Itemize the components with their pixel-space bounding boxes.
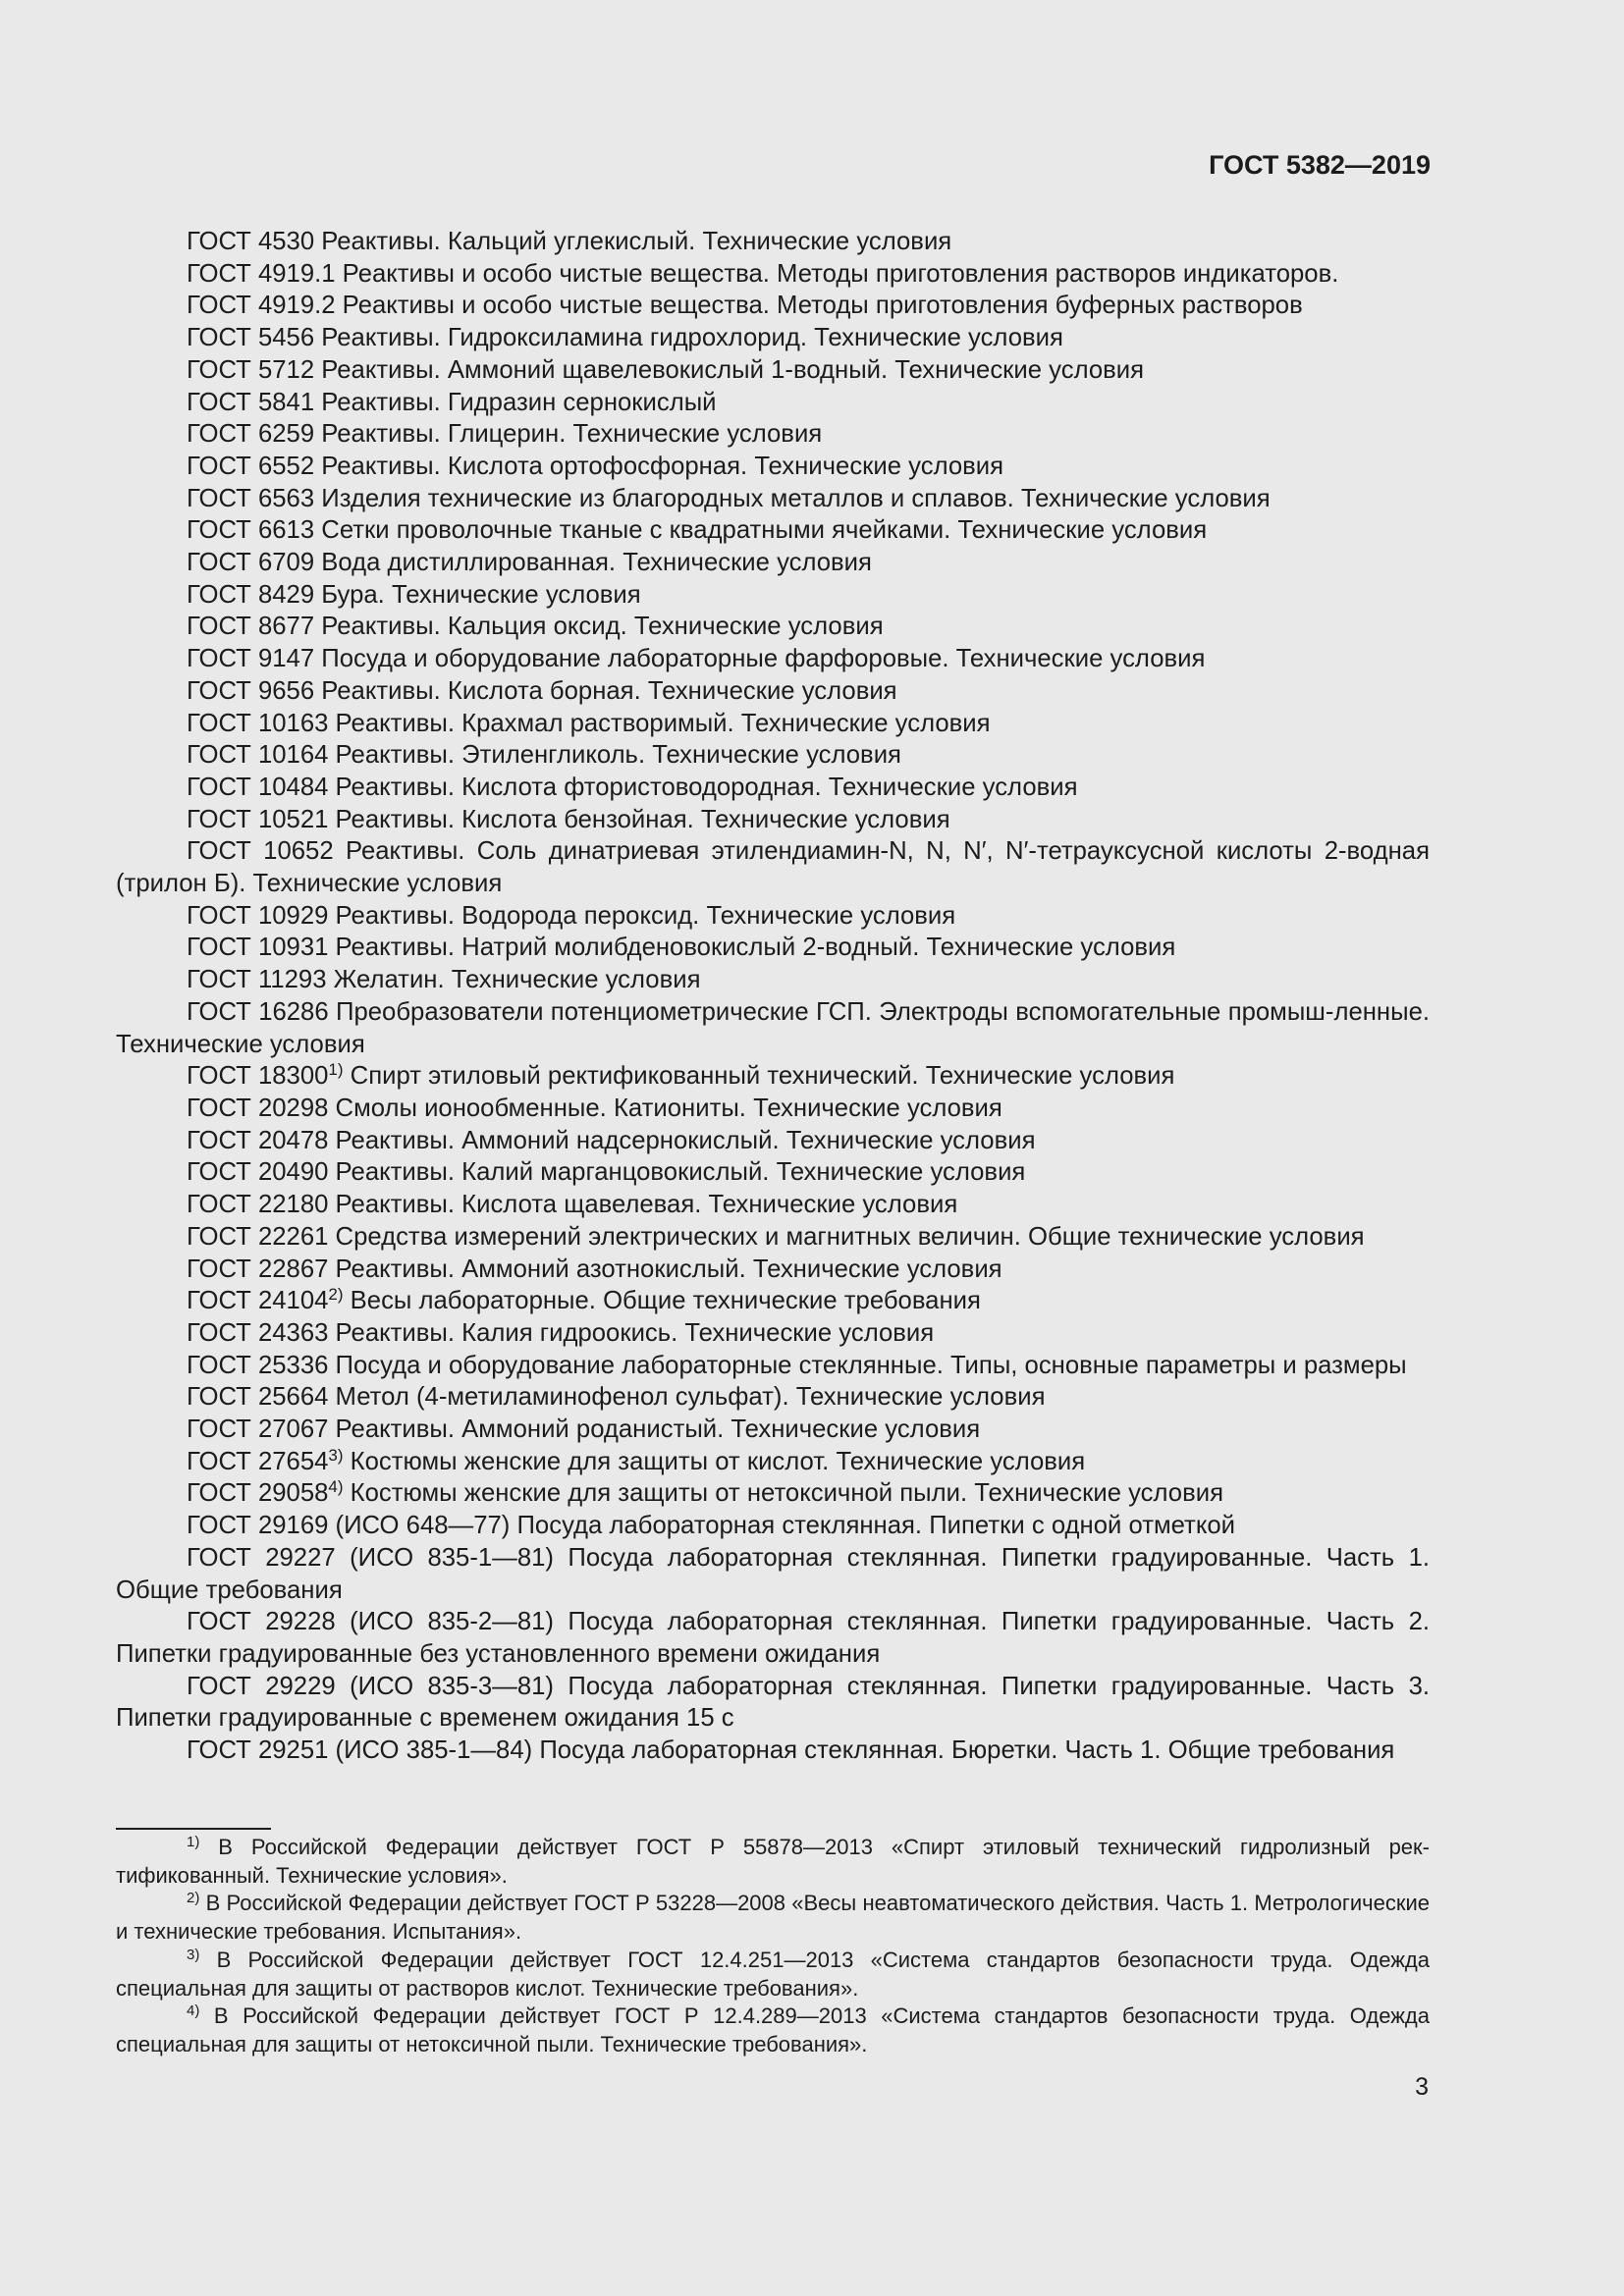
reference-title: Реактивы. Кислота щавелевая. Технические условия <box>328 1191 958 1219</box>
reference-code: ГОСТ 29229 <box>187 1672 336 1700</box>
document-header: ГОСТ 5382—2019 <box>1209 150 1431 180</box>
reference-item <box>116 1254 1430 1286</box>
reference-title: Преобразователи потенциометрические ГСП. Электроды вспомогательные промыш-ленные. Технические условия <box>116 997 1430 1058</box>
reference-item <box>116 1477 1430 1510</box>
footnote-marker: 1) <box>187 1834 200 1850</box>
reference-code: ГОСТ 22867 <box>187 1255 329 1283</box>
reference-item <box>116 483 1430 515</box>
reference-item <box>116 354 1430 387</box>
reference-code: ГОСТ 25336 <box>187 1351 329 1379</box>
reference-code: ГОСТ 10484 <box>187 773 329 801</box>
reference-code: ГОСТ 29228 <box>187 1608 336 1636</box>
footnote-item <box>116 1890 1430 1946</box>
reference-title: Костюмы женские для защиты от кислот. Технические условия <box>343 1447 1086 1475</box>
reference-title: Бура. Технические условия <box>314 580 641 609</box>
reference-code: ГОСТ 9656 <box>187 676 315 705</box>
reference-title: Спирт этиловый ректификованный технический. Технические условия <box>343 1062 1175 1091</box>
reference-item <box>116 1510 1430 1542</box>
reference-title: (ИСО 648—77) Посуда лабораторная стеклянная. Пипетки с одной отметкой <box>328 1512 1235 1540</box>
reference-item <box>116 418 1430 451</box>
reference-code: ГОСТ 24104 <box>187 1287 329 1315</box>
reference-code: ГОСТ 29058 <box>187 1479 329 1508</box>
reference-title: Реактивы. Гидразин сернокислый <box>314 388 717 416</box>
reference-item <box>116 1093 1430 1125</box>
reference-title: Реактивы. Кислота бензойная. Технические условия <box>328 805 950 833</box>
footnote-item <box>116 2002 1430 2058</box>
reference-code: ГОСТ 10163 <box>187 709 329 737</box>
reference-code: ГОСТ 10652 <box>187 837 334 866</box>
reference-item <box>116 226 1430 258</box>
reference-item <box>116 387 1430 419</box>
reference-code: ГОСТ 11293 <box>187 966 327 994</box>
reference-item <box>116 322 1430 354</box>
reference-title: Реактивы. Этиленгликоль. Технические условия <box>328 741 901 770</box>
reference-item <box>116 772 1430 804</box>
reference-title: Реактивы и особо чистые вещества. Методы приготовления буферных растворов <box>335 292 1303 320</box>
footnote-marker: 4) <box>187 2002 200 2020</box>
reference-item <box>116 1414 1430 1446</box>
reference-code: ГОСТ 20490 <box>187 1158 329 1187</box>
reference-title: Изделия технические из благородных металлов и сплавов. Технические условия <box>314 484 1271 512</box>
reference-title: (ИСО 835-3—81) Посуда лабораторная стеклянная. Пипетки градуированные. Часть 3. Пипетки градуированные с временем ожидания 15 с <box>116 1672 1430 1733</box>
reference-code: ГОСТ 20478 <box>187 1126 329 1154</box>
reference-code: ГОСТ 8429 <box>187 580 315 609</box>
footnote-marker: 2) <box>328 1285 344 1305</box>
reference-code: ГОСТ 6709 <box>187 549 315 577</box>
reference-item <box>116 514 1430 547</box>
reference-item <box>116 290 1430 322</box>
reference-title: Смолы ионообменные. Катиониты. Технические условия <box>328 1094 1002 1122</box>
reference-item <box>116 1125 1430 1157</box>
reference-code: ГОСТ 5841 <box>187 388 315 416</box>
reference-item <box>116 932 1430 964</box>
reference-item <box>116 579 1430 612</box>
reference-title: Реактивы. Аммоний надсернокислый. Технические условия <box>328 1126 1036 1154</box>
reference-title: Костюмы женские для защиты от нетоксичной пыли. Технические условия <box>343 1479 1223 1508</box>
footnote-marker: 1) <box>328 1060 344 1080</box>
reference-title: Реактивы. Кислота ортофосфорная. Технические условия <box>314 452 1004 480</box>
reference-title: Желатин. Технические условия <box>326 966 701 994</box>
reference-code: ГОСТ 8677 <box>187 613 315 641</box>
footnote-marker: 3) <box>187 1946 200 1963</box>
reference-title: (ИСО 835-1—81) Посуда лабораторная стеклянная. Пипетки градуированные. Часть 1. Общие требования <box>116 1543 1430 1604</box>
reference-title: Реактивы. Калий марганцовокислый. Технические условия <box>328 1158 1026 1187</box>
footnote-separator <box>116 1828 271 1830</box>
reference-item <box>116 611 1430 643</box>
reference-item <box>116 675 1430 708</box>
reference-title: Реактивы. Кальций углекислый. Технические условия <box>314 228 952 255</box>
reference-item <box>116 1606 1430 1670</box>
reference-title: Реактивы. Натрий молибденовокислый 2-водный. Технические условия <box>328 934 1176 962</box>
footnote-text: В Российской Федерации действует ГОСТ Р 53228—2008 «Весы неавтоматического действия. Часть 1. Метрологические и технические требования. Испытания». <box>116 1891 1430 1945</box>
reference-item <box>116 804 1430 836</box>
reference-item <box>116 643 1430 675</box>
reference-item <box>116 708 1430 740</box>
reference-title: Посуда и оборудование лабораторные стеклянные. Типы, основные параметры и размеры <box>328 1351 1407 1379</box>
reference-title: Средства измерений электрических и магнитных величин. Общие технические условия <box>328 1222 1365 1251</box>
reference-item <box>116 1189 1430 1221</box>
reference-code: ГОСТ 5456 <box>187 324 315 352</box>
reference-title: Реактивы. Глицерин. Технические условия <box>314 420 823 449</box>
reference-item <box>116 1446 1430 1478</box>
reference-item <box>116 1285 1430 1317</box>
reference-title: Реактивы. Аммоний азотнокислый. Технические условия <box>328 1255 1002 1283</box>
reference-title: Реактивы. Крахмал растворимый. Технические условия <box>328 709 991 737</box>
reference-title: Вода дистиллированная. Технические условия <box>314 549 872 577</box>
reference-item <box>116 547 1430 579</box>
normative-references-list <box>116 226 1430 1767</box>
reference-code: ГОСТ 24363 <box>187 1318 329 1347</box>
reference-item <box>116 964 1430 996</box>
reference-item <box>116 451 1430 483</box>
reference-item <box>116 1060 1430 1093</box>
reference-code: ГОСТ 4530 <box>187 228 315 255</box>
reference-title: Реактивы. Аммоний щавелевокислый 1-водный. Технические условия <box>314 355 1145 384</box>
footnote-marker: 3) <box>328 1445 344 1465</box>
reference-title: Сетки проволочные тканые с квадратными ячейками. Технические условия <box>314 516 1208 545</box>
reference-code: ГОСТ 22261 <box>187 1222 329 1251</box>
reference-item <box>116 258 1430 291</box>
reference-code: ГОСТ 9147 <box>187 645 315 673</box>
reference-title: Реактивы. Калия гидроокись. Технические условия <box>328 1318 935 1347</box>
reference-title: Реактивы. Водорода пероксид. Технические условия <box>328 901 956 930</box>
reference-code: ГОСТ 29169 <box>187 1512 329 1540</box>
reference-title: Реактивы. Кальция оксид. Технические условия <box>314 613 884 641</box>
reference-code: ГОСТ 10931 <box>187 934 329 962</box>
reference-item <box>116 1221 1430 1254</box>
footnote-marker: 4) <box>328 1477 344 1497</box>
reference-code: ГОСТ 6563 <box>187 484 315 512</box>
reference-item <box>116 1735 1430 1767</box>
footnote-text: В Российской Федерации действует ГОСТ Р 55878—2013 «Спирт этиловый технический гидролизный рек-тификованный. Технические условия». <box>116 1835 1430 1888</box>
reference-code: ГОСТ 29227 <box>187 1543 336 1572</box>
reference-item <box>116 1542 1430 1606</box>
reference-code: ГОСТ 10164 <box>187 741 329 770</box>
footnote-text: В Российской Федерации действует ГОСТ 12.4.251—2013 «Система стандартов безопасности труда. Одежда специальная для защиты от растворов кислот. Технические требования». <box>116 1947 1430 2001</box>
reference-title: Весы лабораторные. Общие технические требования <box>343 1287 981 1315</box>
reference-title: Реактивы. Аммоний роданистый. Технические условия <box>328 1415 981 1444</box>
reference-code: ГОСТ 10929 <box>187 901 329 930</box>
reference-item <box>116 739 1430 772</box>
reference-title: (ИСО 835-2—81) Посуда лабораторная стеклянная. Пипетки градуированные. Часть 2. Пипетки градуированные без установленного времени ожидания <box>116 1608 1430 1668</box>
reference-title: Метол (4-метиламинофенол сульфат). Технические условия <box>328 1383 1046 1412</box>
reference-item <box>116 1317 1430 1350</box>
reference-code: ГОСТ 27654 <box>187 1447 329 1475</box>
reference-title: (ИСО 385-1—84) Посуда лабораторная стеклянная. Бюретки. Часть 1. Общие требования <box>328 1736 1395 1765</box>
footnote-item <box>116 1947 1430 2002</box>
reference-code: ГОСТ 25664 <box>187 1383 329 1412</box>
reference-code: ГОСТ 6259 <box>187 420 315 449</box>
reference-code: ГОСТ 6552 <box>187 452 315 480</box>
reference-title: Реактивы. Гидроксиламина гидрохлорид. Технические условия <box>314 324 1063 352</box>
reference-item <box>116 835 1430 899</box>
reference-code: ГОСТ 6613 <box>187 516 315 545</box>
reference-code: ГОСТ 4919.2 <box>187 292 336 320</box>
reference-title: Реактивы и особо чистые вещества. Методы приготовления растворов индикаторов. <box>335 259 1339 288</box>
reference-code: ГОСТ 22180 <box>187 1191 329 1219</box>
reference-code: ГОСТ 10521 <box>187 805 329 833</box>
page-number: 3 <box>1415 2073 1429 2101</box>
reference-title: Реактивы. Кислота фтористоводородная. Технические условия <box>328 773 1078 801</box>
footnotes-list <box>116 1834 1430 2059</box>
reference-code: ГОСТ 20298 <box>187 1094 329 1122</box>
reference-code: ГОСТ 27067 <box>187 1415 329 1444</box>
reference-item <box>116 1350 1430 1382</box>
reference-code: ГОСТ 29251 <box>187 1736 329 1765</box>
reference-item <box>116 900 1430 933</box>
reference-title: Посуда и оборудование лабораторные фарфоровые. Технические условия <box>314 645 1206 673</box>
reference-code: ГОСТ 16286 <box>187 997 329 1026</box>
reference-item <box>116 1156 1430 1189</box>
reference-code: ГОСТ 5712 <box>187 355 315 384</box>
footnote-text: В Российской Федерации действует ГОСТ Р 12.4.289—2013 «Система стандартов безопасности труда. Одежда специальная для защиты от нетоксичной пыли. Технические требования». <box>116 2003 1430 2056</box>
reference-item <box>116 1671 1430 1735</box>
reference-item <box>116 996 1430 1060</box>
reference-title: Реактивы. Соль динатриевая этилендиамин-N, N, N′, N′-тетрауксусной кислоты 2-водная (трилон Б). Технические условия <box>116 837 1431 898</box>
footnote-marker: 2) <box>187 1890 200 1907</box>
reference-code: ГОСТ 4919.1 <box>187 259 336 288</box>
reference-item <box>116 1381 1430 1414</box>
footnote-item <box>116 1834 1430 1890</box>
reference-code: ГОСТ 18300 <box>187 1062 329 1091</box>
reference-title: Реактивы. Кислота борная. Технические условия <box>314 676 897 705</box>
